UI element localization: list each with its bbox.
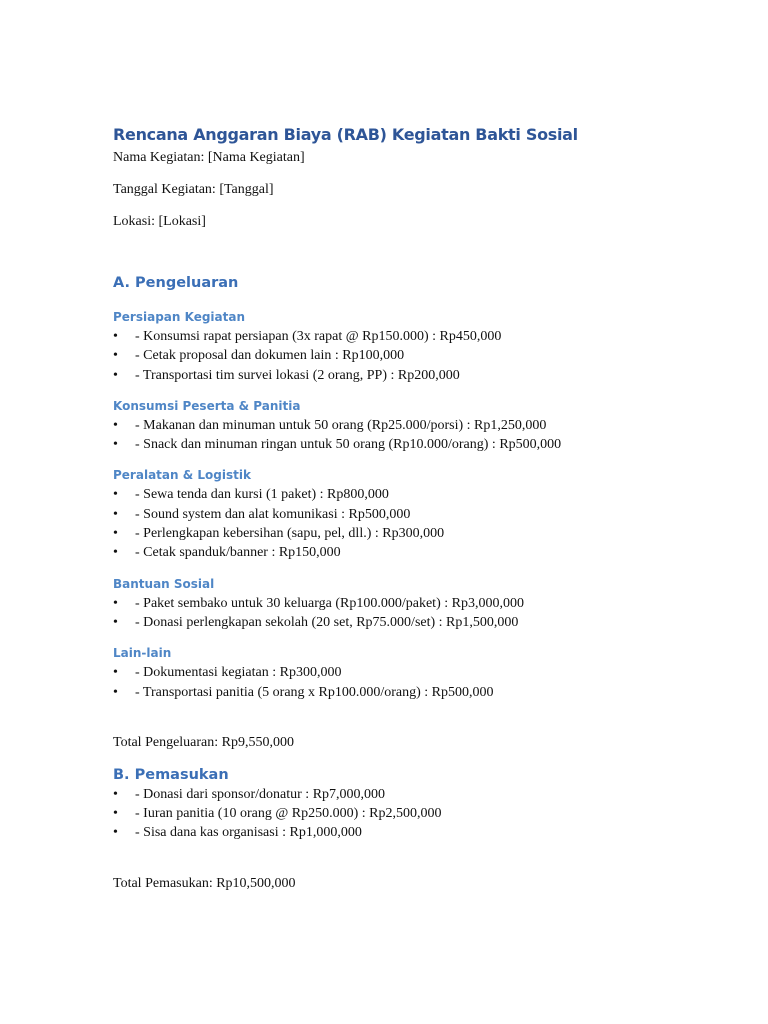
section-heading-pengeluaran: A. Pengeluaran bbox=[113, 275, 239, 291]
bullet-icon: • bbox=[113, 329, 118, 344]
list-item-text: - Dokumentasi kegiatan : Rp300,000 bbox=[135, 665, 342, 681]
bullet-icon: • bbox=[113, 786, 118, 802]
nama-kegiatan: Nama Kegiatan: [Nama Kegiatan] bbox=[113, 150, 305, 165]
bullet-icon: • bbox=[113, 437, 118, 453]
list-item bbox=[113, 823, 713, 842]
subsection-bantuan-sosial: Bantuan Sosial bbox=[113, 576, 215, 591]
subsection-konsumsi-peserta-panitia: Konsumsi Peserta & Panitia bbox=[113, 398, 301, 413]
subsection-peralatan-logistik: Peralatan & Logistik bbox=[113, 468, 251, 483]
list-item-text: - Sound system dan alat komunikasi : Rp500,000 bbox=[135, 506, 411, 522]
tanggal-kegiatan: Tanggal Kegiatan: [Tanggal] bbox=[113, 182, 274, 197]
list-item bbox=[113, 785, 713, 804]
list-item bbox=[113, 594, 713, 613]
list-item bbox=[113, 543, 713, 562]
list-item-text: - Makanan dan minuman untuk 50 orang (Rp25.000/porsi) : Rp1,250,000 bbox=[135, 417, 547, 433]
list-item-text: - Iuran panitia (10 orang @ Rp250.000) : Rp2,500,000 bbox=[135, 806, 442, 822]
bullet-icon: • bbox=[113, 806, 118, 822]
list-item-text: - Cetak spanduk/banner : Rp150,000 bbox=[135, 545, 341, 561]
bullet-icon: • bbox=[113, 348, 118, 364]
list-item bbox=[113, 346, 713, 365]
bullet-icon: • bbox=[113, 367, 118, 383]
list-item bbox=[113, 804, 713, 823]
list-item bbox=[113, 435, 713, 454]
list-item bbox=[113, 524, 713, 543]
list-item-text: - Perlengkapan kebersihan (sapu, pel, dll.) : Rp300,000 bbox=[135, 526, 445, 542]
bullet-icon: • bbox=[113, 614, 118, 630]
bullet-icon: • bbox=[113, 487, 118, 503]
list-item bbox=[113, 327, 713, 346]
list-item-text: - Snack dan minuman ringan untuk 50 orang (Rp10.000/orang) : Rp500,000 bbox=[135, 437, 562, 453]
list-item bbox=[113, 366, 713, 385]
lokasi: Lokasi: [Lokasi] bbox=[113, 214, 206, 229]
section-heading-pemasukan: B. Pemasukan bbox=[113, 766, 229, 783]
total-pengeluaran: Total Pengeluaran: Rp9,550,000 bbox=[113, 734, 294, 750]
list-pemasukan bbox=[113, 785, 713, 843]
bullet-icon: • bbox=[113, 825, 118, 841]
list-item-text: - Donasi dari sponsor/donatur : Rp7,000,000 bbox=[135, 786, 386, 802]
list-item-text: - Cetak proposal dan dokumen lain : Rp100,000 bbox=[135, 348, 405, 364]
list-persiapan-kegiatan bbox=[113, 327, 713, 385]
bullet-icon: • bbox=[113, 665, 118, 681]
list-item bbox=[113, 613, 713, 632]
bullet-icon: • bbox=[113, 684, 118, 700]
document-page bbox=[113, 122, 713, 893]
bullet-icon: • bbox=[113, 545, 118, 561]
list-item-text: - Donasi perlengkapan sekolah (20 set, Rp75.000/set) : Rp1,500,000 bbox=[135, 614, 519, 630]
bullet-icon: • bbox=[113, 526, 118, 542]
list-item-text: - Sisa dana kas organisasi : Rp1,000,000 bbox=[135, 825, 362, 841]
bullet-icon: • bbox=[113, 595, 118, 611]
list-bantuan-sosial bbox=[113, 594, 713, 633]
list-item-text: - Konsumsi rapat persiapan (3x rapat @ Rp150.000) : Rp450,000 bbox=[135, 329, 502, 344]
list-item-text: - Paket sembako untuk 30 keluarga (Rp100.000/paket) : Rp3,000,000 bbox=[135, 595, 524, 611]
list-peralatan-logistik bbox=[113, 485, 713, 562]
bullet-icon: • bbox=[113, 417, 118, 433]
list-item bbox=[113, 505, 713, 524]
list-item-text: - Transportasi tim survei lokasi (2 orang, PP) : Rp200,000 bbox=[135, 367, 460, 383]
total-pemasukan: Total Pemasukan: Rp10,500,000 bbox=[113, 875, 296, 891]
document-title: Rencana Anggaran Biaya (RAB) Kegiatan Bakti Sosial bbox=[113, 125, 578, 144]
list-item-text: - Sewa tenda dan kursi (1 paket) : Rp800,000 bbox=[135, 487, 389, 503]
list-item bbox=[113, 683, 713, 702]
list-item bbox=[113, 485, 713, 504]
list-item bbox=[113, 416, 713, 435]
list-lain-lain bbox=[113, 663, 713, 702]
subsection-persiapan-kegiatan: Persiapan Kegiatan bbox=[113, 310, 246, 324]
subsection-lain-lain: Lain-lain bbox=[113, 646, 172, 661]
list-konsumsi-peserta-panitia bbox=[113, 416, 713, 455]
list-item bbox=[113, 663, 713, 682]
list-item-text: - Transportasi panitia (5 orang x Rp100.000/orang) : Rp500,000 bbox=[135, 684, 494, 700]
bullet-icon: • bbox=[113, 506, 118, 522]
